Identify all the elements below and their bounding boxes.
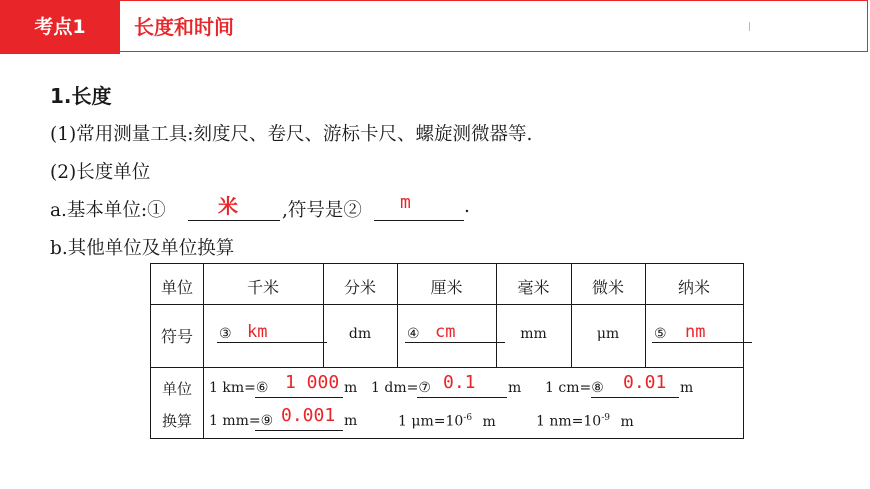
km-blank — [217, 322, 327, 343]
cm-mark: ④ — [407, 326, 420, 342]
answer-blank-2 — [374, 196, 464, 221]
header-divider-mark — [749, 22, 750, 31]
header-um: 微米 — [591, 278, 624, 297]
line-end: . — [464, 196, 470, 217]
dm-conv-unit: m — [508, 380, 522, 396]
header-km: 千米 — [246, 278, 279, 297]
cm-conv-unit: m — [680, 380, 694, 396]
base-unit-line — [50, 192, 490, 222]
answer-1: 米 — [218, 194, 238, 218]
base-unit-prefix: a.基本单位:① — [50, 200, 166, 221]
length-units-line: (2)长度单位 — [50, 162, 151, 183]
km-conv-prefix: 1 km=⑥ — [209, 380, 269, 396]
topic-tag: 考点1 — [0, 0, 120, 54]
measuring-tools-line: (1)常用测量工具:刻度尺、卷尺、游标卡尺、螺旋测微器等. — [50, 124, 533, 145]
nm-conv-text — [536, 413, 634, 430]
header-mm: 毫米 — [517, 278, 550, 297]
header-unit: 单位 — [160, 278, 193, 297]
um-conv-unit: m — [482, 413, 496, 430]
cm-symbol: cm — [435, 322, 456, 342]
cm-conv-answer: 0.01 — [623, 372, 667, 393]
km-conv-unit: m — [344, 380, 358, 396]
dm-symbol: dm — [348, 326, 372, 342]
nm-symbol: nm — [685, 322, 706, 342]
row-divider — [151, 367, 743, 368]
um-symbol: μm — [596, 326, 620, 342]
mm-conv-prefix: 1 mm=⑨ — [209, 413, 274, 429]
conversion-label-bottom: 换算 — [161, 412, 192, 430]
mm-symbol: mm — [520, 326, 547, 342]
title-box — [120, 0, 868, 52]
km-symbol: km — [247, 322, 268, 342]
dm-conv-answer: 0.1 — [443, 372, 476, 393]
units-table — [150, 263, 744, 439]
conversion-label-top: 单位 — [161, 380, 192, 398]
nm-conv-unit: m — [620, 413, 634, 430]
nm-conv-exponent: -9 — [601, 413, 610, 423]
header-bar — [0, 0, 870, 54]
um-conv-prefix: 1 μm=10 — [398, 413, 464, 430]
km-mark: ③ — [219, 326, 232, 342]
header-dm: 分米 — [343, 278, 376, 297]
answer-2: m — [400, 192, 411, 213]
other-units-line: b.其他单位及单位换算 — [50, 238, 235, 259]
dm-conv-prefix: 1 dm=⑦ — [371, 380, 431, 396]
nm-conv-prefix: 1 nm=10 — [536, 413, 602, 430]
km-conv-answer: 1 000 — [285, 372, 340, 393]
um-conv-exponent: -6 — [463, 413, 473, 423]
symbol-label: 符号 — [160, 327, 193, 346]
nm-mark: ⑤ — [654, 326, 667, 342]
mm-conv-answer: 0.001 — [281, 405, 336, 426]
um-conv-text — [398, 413, 496, 430]
row-divider — [151, 304, 743, 305]
header-nm: 纳米 — [677, 278, 710, 297]
section-title: 1.长度 — [50, 84, 112, 108]
header-cm: 厘米 — [430, 278, 463, 297]
cm-conv-prefix: 1 cm=⑧ — [545, 380, 604, 396]
page-title: 长度和时间 — [134, 15, 234, 39]
symbol-prefix: ,符号是② — [282, 200, 362, 221]
mm-conv-unit: m — [344, 413, 358, 429]
